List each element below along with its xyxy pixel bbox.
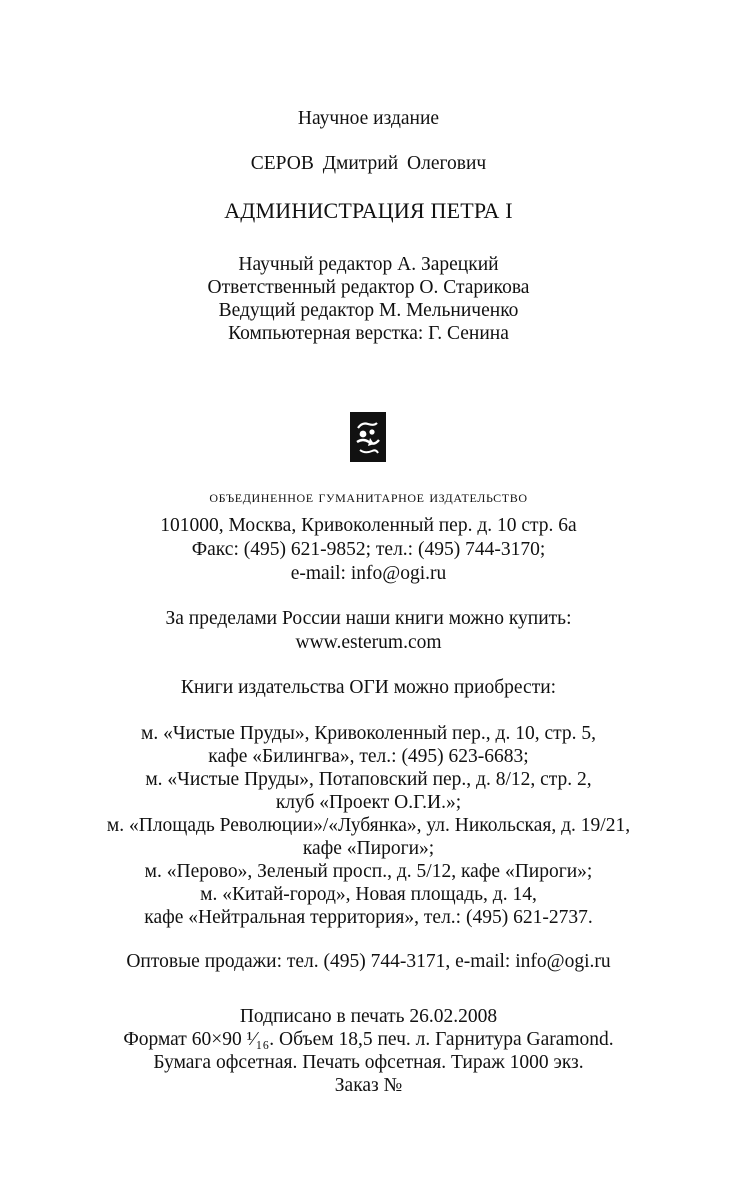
imprint-order: Заказ № — [334, 1075, 403, 1096]
credit-responsible-editor: Ответственный редактор О. Старикова — [207, 277, 530, 298]
shop-line: кафе «Пироги»; — [302, 838, 435, 859]
shop-line: м. «Перово», Зеленый просп., д. 5/12, кафе «Пироги»; — [144, 861, 593, 882]
credit-lead-editor: Ведущий редактор М. Мельниченко — [218, 300, 519, 321]
book-title: АДМИНИСТРАЦИЯ ПЕТРА I — [224, 198, 513, 223]
shop-line: м. «Китай-город», Новая площадь, д. 14, — [200, 884, 537, 905]
imprint-paper: Бумага офсетная. Печать офсетная. Тираж 1000 экз. — [153, 1052, 584, 1073]
wholesale-contacts: Оптовые продажи: тел. (495) 744-3171, e-mail: info@ogi.ru — [126, 951, 611, 972]
shop-line: кафе «Билингва», тел.: (495) 623-6683; — [208, 746, 529, 767]
credit-science-editor: Научный редактор А. Зарецкий — [238, 254, 499, 275]
credit-layout: Компьютерная верстка: Г. Сенина — [228, 323, 509, 344]
abroad-url: www.esterum.com — [295, 632, 442, 653]
shops-heading: Книги издательства ОГИ можно приобрести: — [180, 677, 557, 698]
publisher-email: e-mail: info@ogi.ru — [290, 563, 447, 584]
shop-line: кафе «Нейтральная территория», тел.: (495) 621-2737. — [144, 907, 593, 928]
publisher-name: объединенное гуманитарное издательство — [209, 487, 528, 506]
shop-line: м. «Чистые Пруды», Потаповский пер., д. 8/12, стр. 2, — [145, 769, 592, 790]
publisher-emblem-icon — [350, 412, 386, 462]
author-name: СЕРОВ Дмитрий Олегович — [250, 153, 487, 174]
publication-type: Научное издание — [297, 108, 440, 129]
publisher-address: 101000, Москва, Кривоколенный пер. д. 10 стр. 6а — [160, 515, 577, 536]
shop-line: м. «Площадь Революции»/«Лубянка», ул. Никольская, д. 19/21, — [106, 815, 631, 836]
imprint-signed: Подписано в печать 26.02.2008 — [239, 1006, 498, 1027]
shop-line: клуб «Проект О.Г.И.»; — [275, 792, 462, 813]
abroad-text: За пределами России наши книги можно купить: — [165, 608, 572, 629]
publisher-phones: Факс: (495) 621-9852; тел.: (495) 744-3170; — [191, 539, 546, 560]
shop-line: м. «Чистые Пруды», Кривоколенный пер., д. 10, стр. 5, — [141, 723, 596, 744]
imprint-format: Формат 60×90 ¹⁄₁₆. Объем 18,5 печ. л. Гарнитура Garamond. — [123, 1029, 614, 1050]
